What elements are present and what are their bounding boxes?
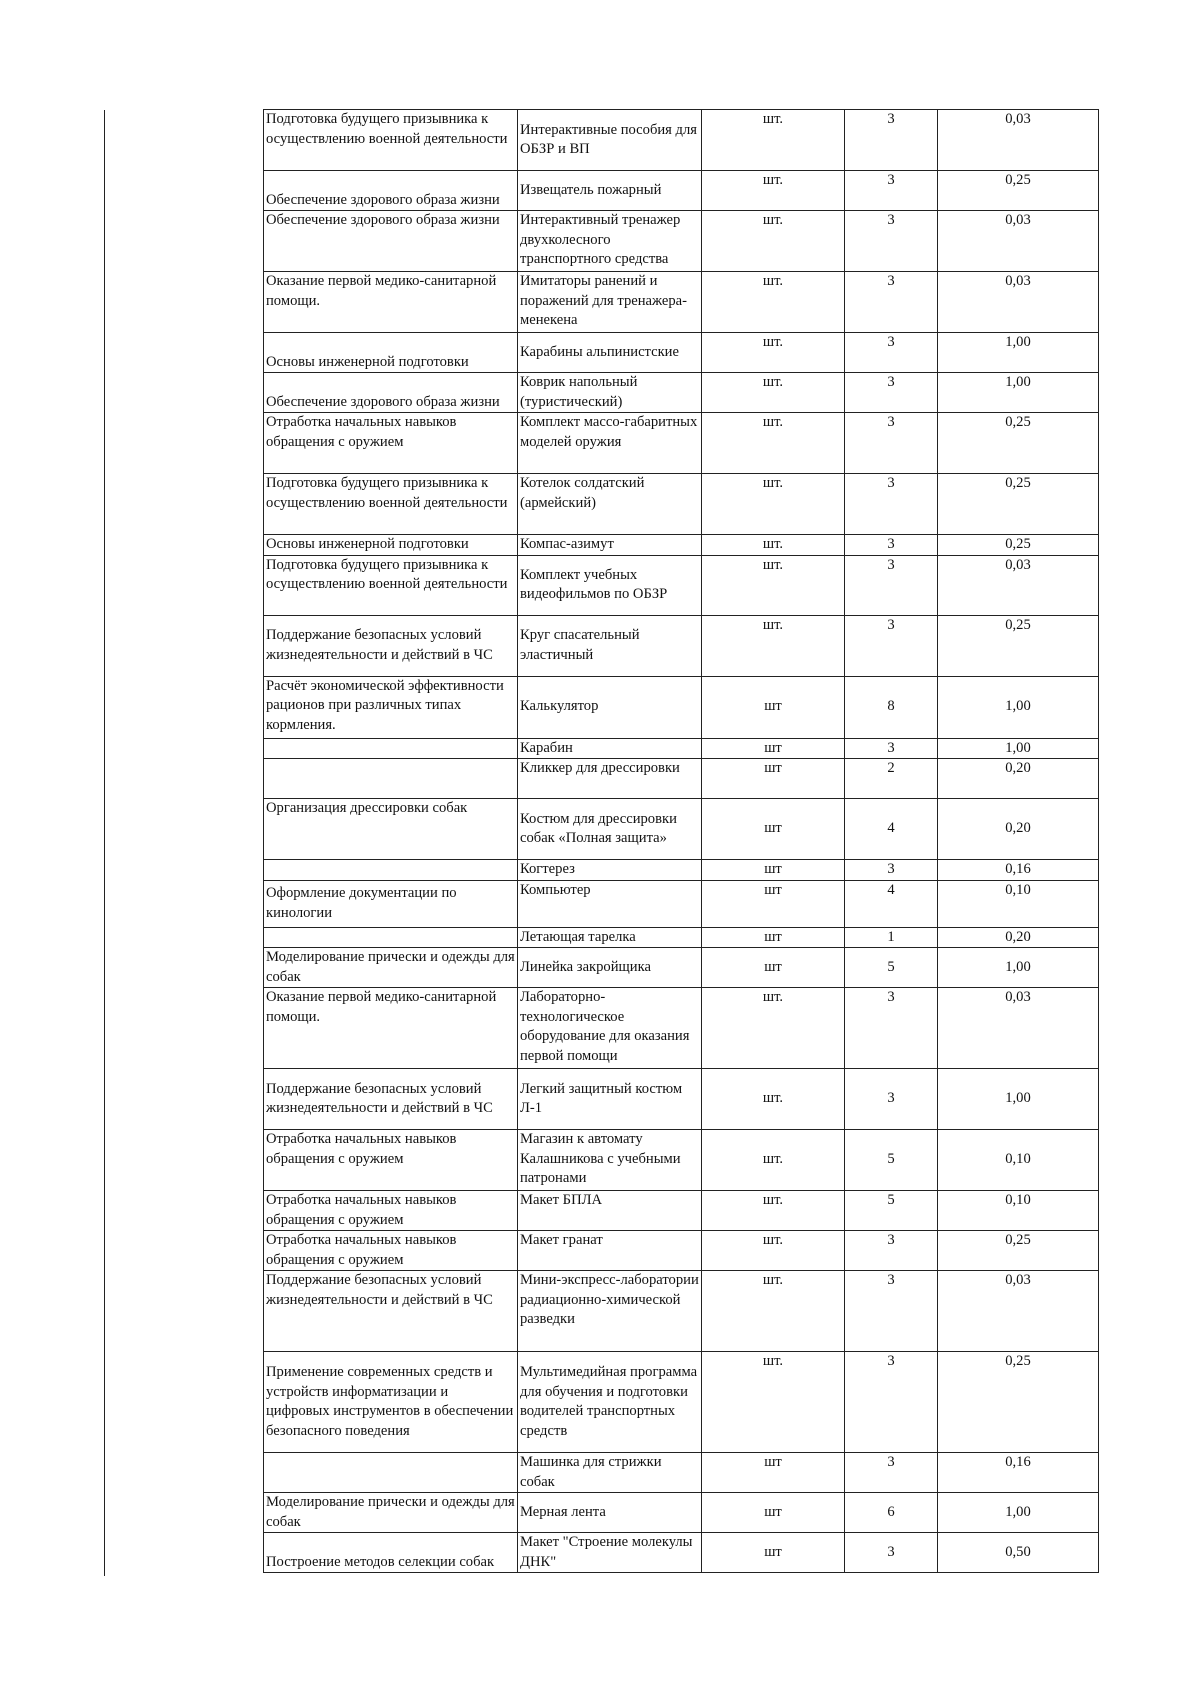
table-row [264, 738, 1099, 759]
coefficient-cell: 0,25 [938, 171, 1099, 211]
topic-cell: Подготовка будущего призывника к осуществлению военной деятельности [264, 555, 518, 615]
unit-cell: шт [702, 948, 845, 988]
table-row [264, 1069, 1099, 1130]
coefficient-cell: 0,10 [938, 1191, 1099, 1231]
item-cell: Интерактивные пособия для ОБЗР и ВП [518, 110, 702, 171]
topic-cell: Оказание первой медико-санитарной помощи. [264, 272, 518, 333]
topic-cell: Отработка начальных навыков обращения с оружием [264, 1231, 518, 1271]
table-row [264, 927, 1099, 948]
unit-cell: шт. [702, 988, 845, 1069]
coefficient-cell: 0,03 [938, 272, 1099, 333]
table-row [264, 110, 1099, 171]
unit-cell: шт [702, 860, 845, 881]
unit-cell: шт. [702, 474, 845, 535]
topic-cell: Поддержание безопасных условий жизнедеятельности и действий в ЧС [264, 1069, 518, 1130]
coefficient-cell: 0,03 [938, 211, 1099, 272]
quantity-cell: 5 [845, 1130, 938, 1191]
item-cell: Макет гранат [518, 1231, 702, 1271]
table-row [264, 860, 1099, 881]
table-row [264, 1533, 1099, 1573]
topic-cell: Отработка начальных навыков обращения с оружием [264, 1130, 518, 1191]
topic-cell [264, 927, 518, 948]
coefficient-cell: 1,00 [938, 373, 1099, 413]
unit-cell: шт. [702, 1271, 845, 1352]
topic-cell: Обеспечение здорового образа жизни [264, 211, 518, 272]
unit-cell: шт [702, 1533, 845, 1573]
quantity-cell: 3 [845, 474, 938, 535]
item-cell: Котелок солдатский (армейский) [518, 474, 702, 535]
coefficient-cell: 0,03 [938, 988, 1099, 1069]
unit-cell: шт. [702, 373, 845, 413]
unit-cell: шт. [702, 615, 845, 676]
quantity-cell: 3 [845, 272, 938, 333]
topic-cell: Обеспечение здорового образа жизни [264, 373, 518, 413]
unit-cell: шт. [702, 1191, 845, 1231]
quantity-cell: 3 [845, 1231, 938, 1271]
unit-cell: шт. [702, 555, 845, 615]
unit-cell: шт [702, 676, 845, 738]
table-row [264, 272, 1099, 333]
quantity-cell: 3 [845, 615, 938, 676]
coefficient-cell: 0,20 [938, 927, 1099, 948]
table-row [264, 333, 1099, 373]
coefficient-cell: 0,16 [938, 1453, 1099, 1493]
coefficient-cell: 0,50 [938, 1533, 1099, 1573]
coefficient-cell: 0,03 [938, 110, 1099, 171]
unit-cell: шт. [702, 535, 845, 556]
unit-cell: шт [702, 799, 845, 860]
topic-cell [264, 738, 518, 759]
item-cell: Извещатель пожарный [518, 171, 702, 211]
coefficient-cell: 1,00 [938, 1069, 1099, 1130]
coefficient-cell: 0,25 [938, 1231, 1099, 1271]
topic-cell: Оформление документации по кинологии [264, 880, 518, 927]
quantity-cell: 3 [845, 211, 938, 272]
unit-cell: шт. [702, 333, 845, 373]
item-cell: Машинка для стрижки собак [518, 1453, 702, 1493]
quantity-cell: 3 [845, 860, 938, 881]
item-cell: Мерная лента [518, 1493, 702, 1533]
unit-cell: шт. [702, 110, 845, 171]
item-cell: Макет БПЛА [518, 1191, 702, 1231]
table-row [264, 1453, 1099, 1493]
coefficient-cell: 0,03 [938, 1271, 1099, 1352]
unit-cell: шт [702, 759, 845, 799]
quantity-cell: 3 [845, 413, 938, 474]
quantity-cell: 5 [845, 948, 938, 988]
item-cell: Комплект учебных видеофильмов по ОБЗР [518, 555, 702, 615]
topic-cell: Организация дрессировки собак [264, 799, 518, 860]
table-row [264, 1191, 1099, 1231]
coefficient-cell: 1,00 [938, 1493, 1099, 1533]
item-cell: Костюм для дрессировки собак «Полная защита» [518, 799, 702, 860]
coefficient-cell: 0,25 [938, 474, 1099, 535]
unit-cell: шт. [702, 171, 845, 211]
item-cell: Коврик напольный (туристический) [518, 373, 702, 413]
item-cell: Компьютер [518, 880, 702, 927]
topic-cell: Отработка начальных навыков обращения с оружием [264, 413, 518, 474]
coefficient-cell: 0,20 [938, 799, 1099, 860]
topic-cell [264, 860, 518, 881]
page-margin-rule [104, 110, 105, 1576]
unit-cell: шт. [702, 1069, 845, 1130]
item-cell: Легкий защитный костюм Л-1 [518, 1069, 702, 1130]
coefficient-cell: 0,25 [938, 1352, 1099, 1453]
coefficient-cell: 1,00 [938, 333, 1099, 373]
quantity-cell: 3 [845, 555, 938, 615]
table-row [264, 1271, 1099, 1352]
item-cell: Компас-азимут [518, 535, 702, 556]
quantity-cell: 3 [845, 171, 938, 211]
item-cell: Магазин к автомату Калашникова с учебными патронами [518, 1130, 702, 1191]
unit-cell: шт [702, 927, 845, 948]
unit-cell: шт [702, 880, 845, 927]
coefficient-cell: 0,16 [938, 860, 1099, 881]
quantity-cell: 8 [845, 676, 938, 738]
coefficient-cell: 1,00 [938, 676, 1099, 738]
table-row [264, 373, 1099, 413]
topic-cell: Моделирование прически и одежды для собак [264, 1493, 518, 1533]
table-row [264, 759, 1099, 799]
item-cell: Карабины альпинистские [518, 333, 702, 373]
unit-cell: шт [702, 738, 845, 759]
table-row [264, 1130, 1099, 1191]
quantity-cell: 3 [845, 373, 938, 413]
table-row [264, 171, 1099, 211]
topic-cell: Отработка начальных навыков обращения с оружием [264, 1191, 518, 1231]
quantity-cell: 4 [845, 880, 938, 927]
table-row [264, 211, 1099, 272]
equipment-table-body [264, 110, 1099, 1573]
quantity-cell: 3 [845, 333, 938, 373]
topic-cell: Поддержание безопасных условий жизнедеятельности и действий в ЧС [264, 1271, 518, 1352]
item-cell: Макет "Строение молекулы ДНК" [518, 1533, 702, 1573]
topic-cell: Основы инженерной подготовки [264, 333, 518, 373]
table-row [264, 1231, 1099, 1271]
table-row [264, 555, 1099, 615]
coefficient-cell: 0,10 [938, 880, 1099, 927]
item-cell: Кликкер для дрессировки [518, 759, 702, 799]
item-cell: Калькулятор [518, 676, 702, 738]
table-row [264, 799, 1099, 860]
topic-cell: Расчёт экономической эффективности рационов при различных типах кормления. [264, 676, 518, 738]
quantity-cell: 3 [845, 1352, 938, 1453]
coefficient-cell: 1,00 [938, 738, 1099, 759]
coefficient-cell: 1,00 [938, 948, 1099, 988]
topic-cell: Построение методов селекции собак [264, 1533, 518, 1573]
coefficient-cell: 0,25 [938, 615, 1099, 676]
quantity-cell: 6 [845, 1493, 938, 1533]
table-row [264, 1352, 1099, 1453]
table-row [264, 948, 1099, 988]
unit-cell: шт. [702, 1231, 845, 1271]
item-cell: Комплект массо-габаритных моделей оружия [518, 413, 702, 474]
topic-cell [264, 1453, 518, 1493]
topic-cell [264, 759, 518, 799]
item-cell: Круг спасательный эластичный [518, 615, 702, 676]
table-row [264, 615, 1099, 676]
quantity-cell: 5 [845, 1191, 938, 1231]
item-cell: Имитаторы ранений и поражений для тренажера-менекена [518, 272, 702, 333]
topic-cell: Моделирование прически и одежды для собак [264, 948, 518, 988]
table-row [264, 988, 1099, 1069]
table-row [264, 676, 1099, 738]
quantity-cell: 4 [845, 799, 938, 860]
table-row [264, 1493, 1099, 1533]
unit-cell: шт. [702, 413, 845, 474]
quantity-cell: 3 [845, 1453, 938, 1493]
quantity-cell: 3 [845, 535, 938, 556]
item-cell: Мини-экспресс-лаборатории радиационно-химической разведки [518, 1271, 702, 1352]
unit-cell: шт [702, 1453, 845, 1493]
topic-cell: Оказание первой медико-санитарной помощи. [264, 988, 518, 1069]
coefficient-cell: 0,25 [938, 535, 1099, 556]
item-cell: Летающая тарелка [518, 927, 702, 948]
coefficient-cell: 0,10 [938, 1130, 1099, 1191]
unit-cell: шт. [702, 1130, 845, 1191]
quantity-cell: 1 [845, 927, 938, 948]
topic-cell: Применение современных средств и устройств информатизации и цифровых инструментов в обеспечении безопасного поведения [264, 1352, 518, 1453]
item-cell: Лабораторно-технологическое оборудование для оказания первой помощи [518, 988, 702, 1069]
equipment-table [263, 109, 1099, 1573]
quantity-cell: 3 [845, 1271, 938, 1352]
table-row [264, 474, 1099, 535]
table-row [264, 880, 1099, 927]
item-cell: Карабин [518, 738, 702, 759]
coefficient-cell: 0,25 [938, 413, 1099, 474]
item-cell: Линейка закройщика [518, 948, 702, 988]
topic-cell: Подготовка будущего призывника к осуществлению военной деятельности [264, 110, 518, 171]
unit-cell: шт. [702, 1352, 845, 1453]
item-cell: Интерактивный тренажер двухколесного транспортного средства [518, 211, 702, 272]
quantity-cell: 3 [845, 110, 938, 171]
unit-cell: шт. [702, 272, 845, 333]
topic-cell: Поддержание безопасных условий жизнедеятельности и действий в ЧС [264, 615, 518, 676]
quantity-cell: 3 [845, 988, 938, 1069]
unit-cell: шт [702, 1493, 845, 1533]
coefficient-cell: 0,20 [938, 759, 1099, 799]
item-cell: Когтерез [518, 860, 702, 881]
quantity-cell: 3 [845, 738, 938, 759]
table-row [264, 535, 1099, 556]
quantity-cell: 3 [845, 1069, 938, 1130]
unit-cell: шт. [702, 211, 845, 272]
table-row [264, 413, 1099, 474]
coefficient-cell: 0,03 [938, 555, 1099, 615]
quantity-cell: 3 [845, 1533, 938, 1573]
topic-cell: Обеспечение здорового образа жизни [264, 171, 518, 211]
quantity-cell: 2 [845, 759, 938, 799]
topic-cell: Основы инженерной подготовки [264, 535, 518, 556]
topic-cell: Подготовка будущего призывника к осуществлению военной деятельности [264, 474, 518, 535]
item-cell: Мультимедийная программа для обучения и подготовки водителей транспортных средств [518, 1352, 702, 1453]
